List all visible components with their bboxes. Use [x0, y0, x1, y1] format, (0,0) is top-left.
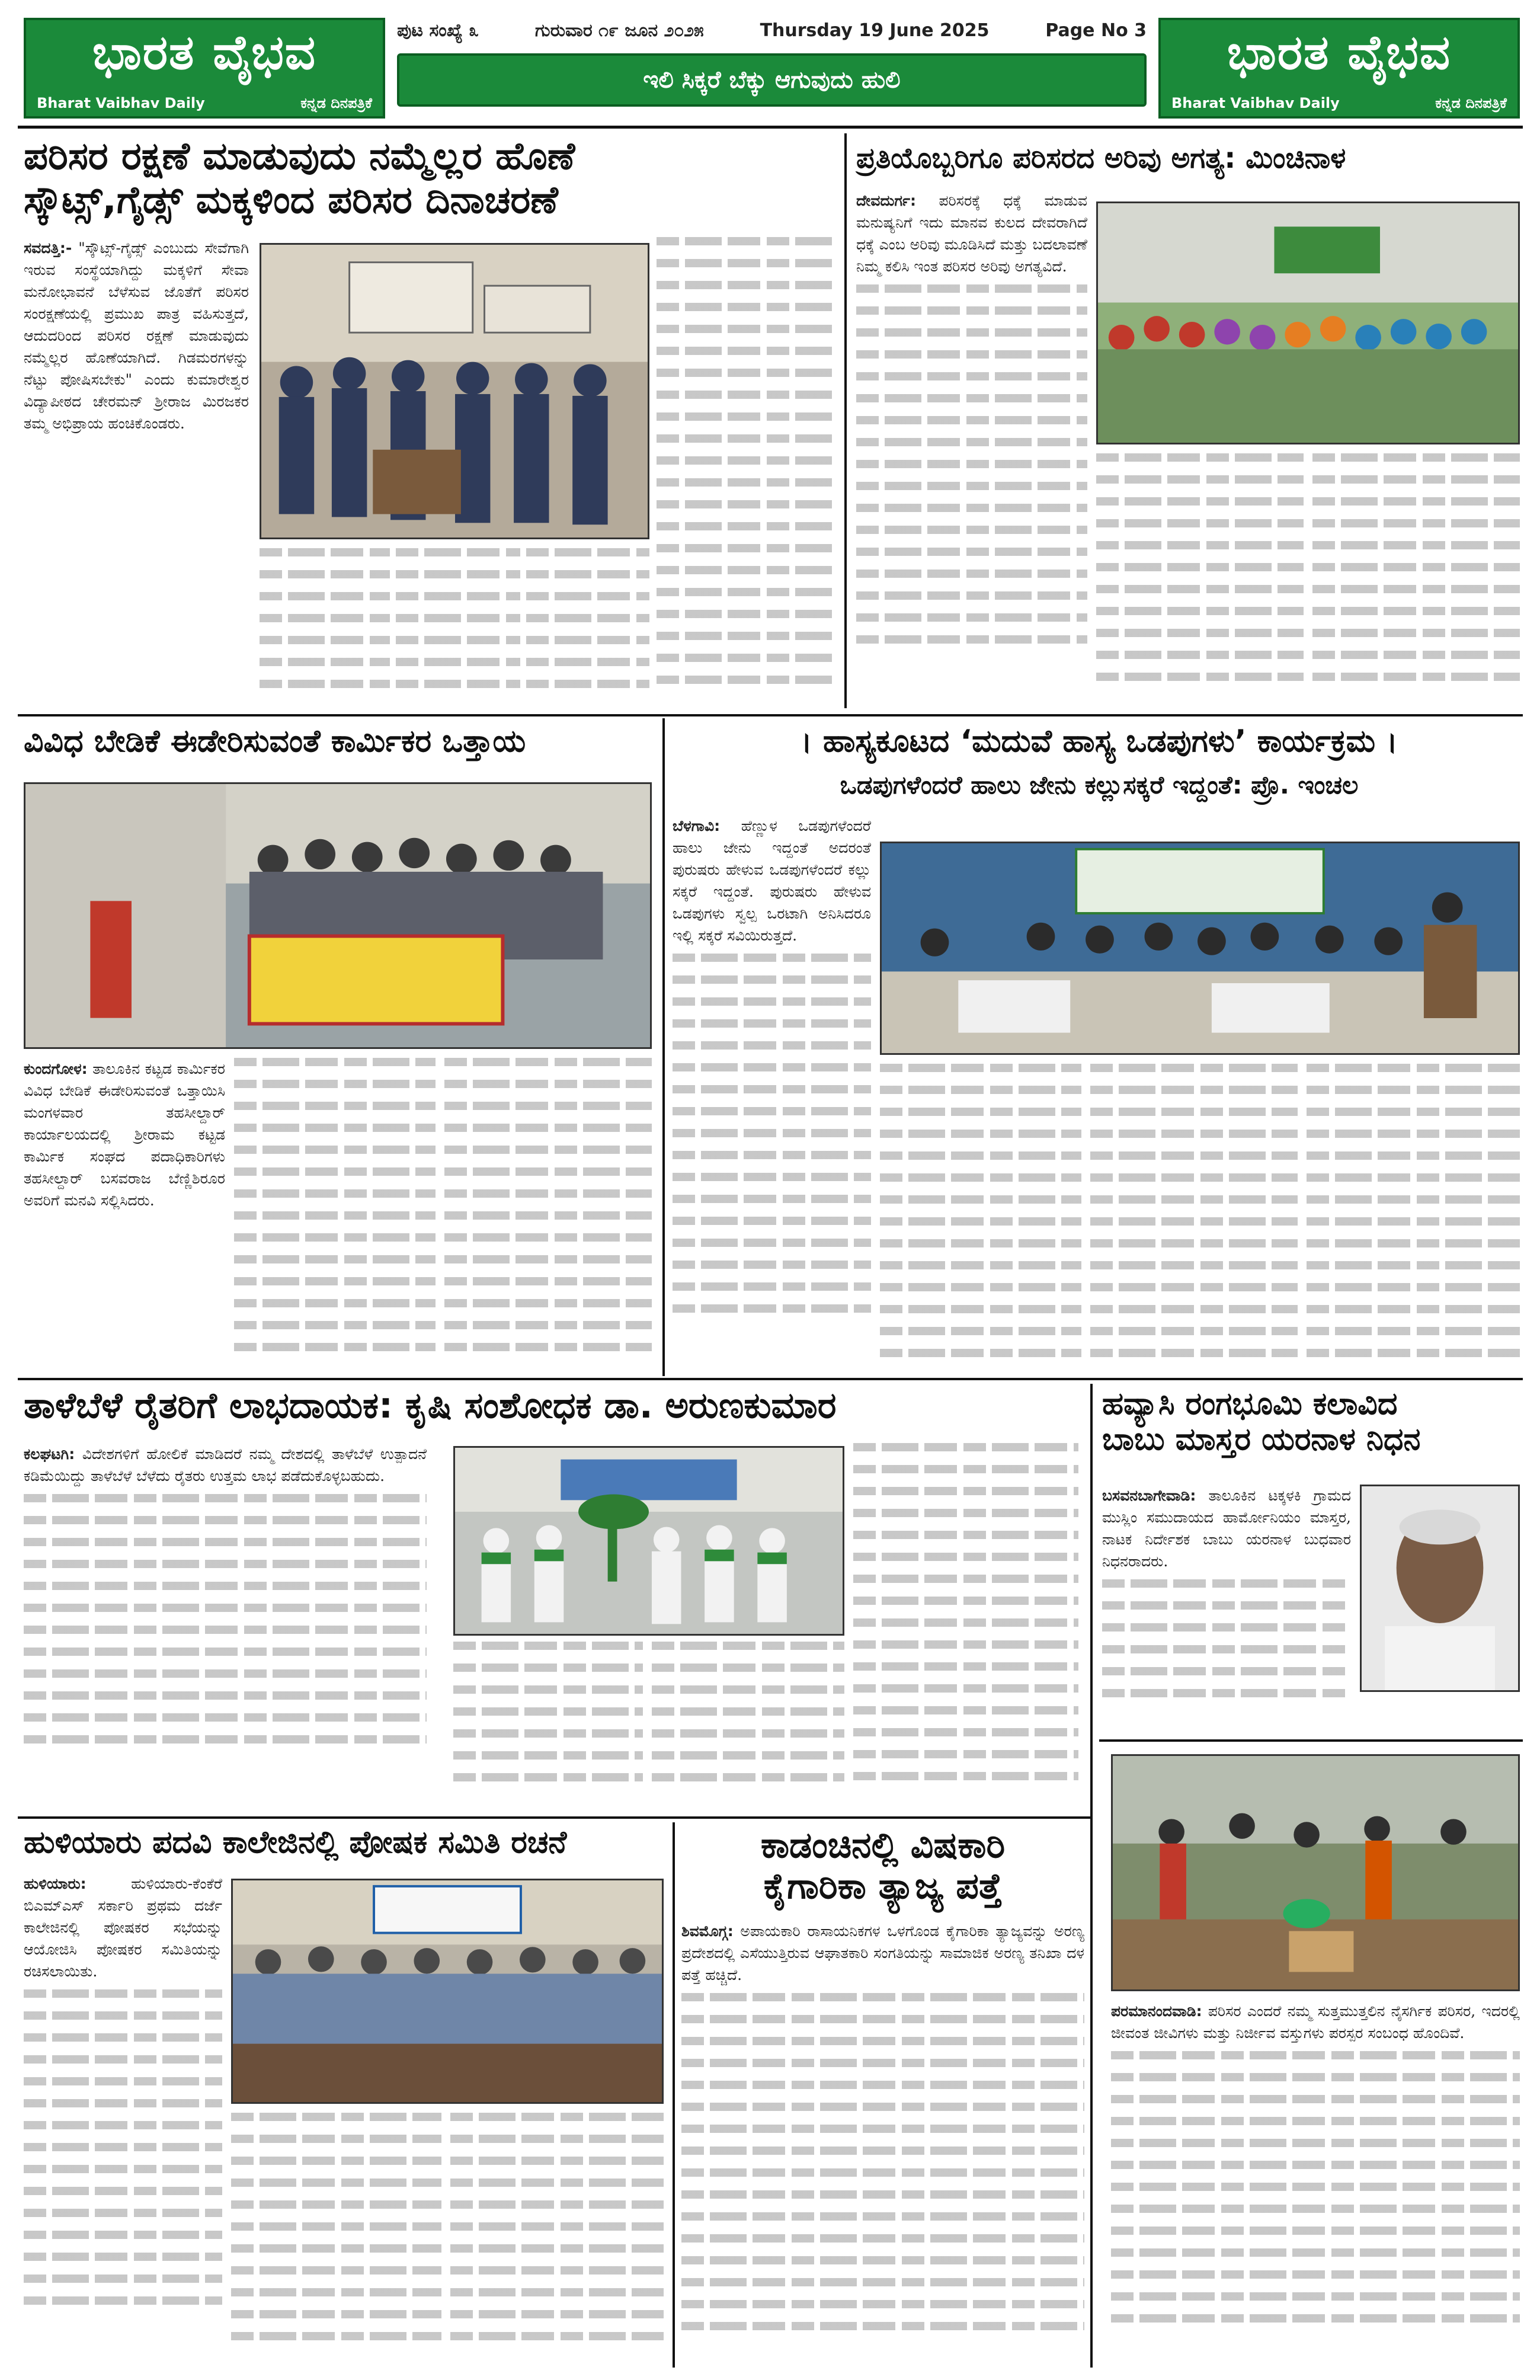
- article-3-col: [444, 1058, 652, 1372]
- article-text: ಹುಳಿಯಾರು-ಕೆಂಕೆರೆ ಬಿಎಮ್‍ಎಸ್ ಸರ್ಕಾರಿ ಪ್ರಥಮ ದರ್ಜೆ ಕಾಲೇಜಿನಲ್ಲಿ ಪೋಷಕರ ಸಭೆಯನ್ನು ಆಯೋಜಿಸಿ ಪೋಷಕರ ಸಮಿತಿಯನ್ನು ರಚಿಸಲಾಯಿತು.: [24, 1875, 222, 1980]
- article-4-subhead: ಒಡಪುಗಳೆಂದರೆ ಹಾಲು ಜೇನು ಕಲ್ಲುಸಕ್ಕರೆ ಇದ್ದಂತೆ: ಪ್ರೊ. ಇಂಚಲ: [840, 770, 1359, 799]
- article-5-col: [652, 1642, 844, 1810]
- article-text: ವಿದೇಶಗಳಿಗೆ ಹೋಲಿಕೆ ಮಾಡಿದರೆ ನಮ್ಮ ದೇಶದಲ್ಲಿ ತಾಳೆಬೆಳೆ ಉತ್ಪಾದನೆ ಕಡಿಮೆಯಿದ್ದು ತಾಳೆಬೆಳೆ ಬೆಳೆದು ರೈತರು ಉತ್ತಮ ಲಾಭ ಪಡೆದುಕೊಳ್ಳಬಹುದು.: [24, 1445, 427, 1485]
- article-9-photo: [1111, 1754, 1520, 1991]
- page-number-kn: ಪುಟ ಸಂಖ್ಯೆ ೩: [397, 20, 479, 41]
- article-8-headline: [681, 1825, 1084, 1907]
- article-1-col: [526, 548, 649, 705]
- article-4-col: [1090, 1064, 1298, 1372]
- article-text: ಹೆಣ್ಣುಳ ಒಡಪುಗಳೆಂದರೆ ಹಾಲು ಜೇನು ಇದ್ದಂತೆ ಅದರಂತೆ ಪುರುಷರು ಹೇಳುವ ಒಡಪುಗಳೆಂದರೆ ಕಲ್ಲು ಸಕ್ಕರೆ ಇದ್ದಂತೆ. ಪುರುಷರು ಹೇಳುವ ಒಡಪುಗಳು ಸ್ವಲ್ಪ ಒರಟಾಗಿ ಅನಿಸಿದರೂ ಇಲ್ಲಿ ಸಕ್ಕರೆ ಸವಿಯಿರುತ್ತದೆ.: [673, 817, 871, 944]
- article-4-col: [880, 1064, 1081, 1372]
- article-1-body: [24, 237, 249, 705]
- dateline: ಪರಮಾನಂದವಾಡಿ:: [1111, 2002, 1202, 2020]
- date-kn: ಗುರುವಾರ ೧೯ ಜೂನ ೨೦೨೫: [534, 20, 704, 41]
- article-text: ತಾಲೂಕಿನ ಕಟ್ಟಡ ಕಾರ್ಮಿಕರ ವಿವಿಧ ಬೇಡಿಕೆ ಈಡೇರಿಸುವಂತೆ ಒತ್ತಾಯಿಸಿ ಮಂಗಳವಾರ ತಹಸೀಲ್ದಾರ್ ಕಾರ್ಯಾಲಯದಲ್ಲಿ ಶ್ರೀರಾಮ ಕಟ್ಟಡ ಕಾರ್ಮಿಕ ಸಂಘದ ಪದಾಧಿಕಾರಿಗಳು ತಹಸೀಲ್ದಾರ್ ಬಸವರಾಜ ಬೆಣ್ಣಿಶಿರೂರ ಅವರಿಗೆ ಮನವಿ ಸಲ್ಲಿಸಿದರು.: [24, 1060, 225, 1209]
- masthead-tagline: ಕನ್ನಡ ದಿನಪತ್ರಿಕೆ: [300, 95, 372, 111]
- article-text: "ಸ್ಕೌಟ್ಸ್-ಗೈಡ್ಸ್ ಎಂಬುದು ಸೇವೆಗಾಗಿ ಇರುವ ಸಂಸ್ಥೆಯಾಗಿದ್ದು ಮಕ್ಕಳಿಗೆ ಸೇವಾ ಮನೋಭಾವನೆ ಬೆಳೆಸುವ ಜೊತೆಗೆ ಪರಿಸರ ಸಂರಕ್ಷಣೆಯಲ್ಲಿ ಪ್ರಮುಖ ಪಾತ್ರ ವಹಿಸುತ್ತದೆ, ಆದುದರಿಂದ ಪರಿಸರ ರಕ್ಷಣೆ ಮಾಡುವುದು ನಮ್ಮೆಲ್ಲರ ಹೊಣೆಯಾಗಿದೆ. ಗಿಡಮರಗಳನ್ನು ನೆಟ್ಟು ಪೋಷಿಸಬೇಕು" ಎಂದು ಕುಮಾರೇಶ್ವರ ವಿದ್ಯಾಪೀಠದ ಚೇರಮನ್ ಶ್ರೀರಾಜ ಮಿರಜಕರ ತಮ್ಮ ಅಭಿಪ್ರಾಯ ಹಂಚಿಕೊಂಡರು.: [24, 239, 249, 432]
- dateline: ಸವದತ್ತಿ:-: [24, 239, 72, 257]
- headline-line: ಕೈಗಾರಿಕಾ ತ್ಯಾಜ್ಯ ಪತ್ತೆ: [763, 1866, 1003, 1907]
- divider: [18, 126, 1523, 129]
- date-en: Thursday 19 June 2025: [760, 20, 990, 41]
- article-1-col: [657, 237, 834, 705]
- article-7-photo: [231, 1879, 664, 2104]
- dateline: ಬೆಳಗಾವಿ:: [673, 817, 721, 834]
- article-7-headline: ಹುಳಿಯಾರು ಪದವಿ ಕಾಲೇಜಿನಲ್ಲಿ ಪೋಷಕ ಸಮಿತಿ ರಚನೆ: [24, 1825, 567, 1860]
- article-6-body: [1102, 1485, 1351, 1733]
- article-2-col: [1312, 453, 1520, 705]
- masthead-english: Bharat Vaibhav Daily: [1171, 95, 1340, 111]
- article-5-photo: [453, 1446, 844, 1636]
- header-strip: [397, 20, 1147, 41]
- dateline: ದೇವದುರ್ಗ:: [856, 192, 916, 209]
- article-3-headline: ವಿವಿಧ ಬೇಡಿಕೆ ಈಡೇರಿಸುವಂತೆ ಕಾರ್ಮಿಕರ ಒತ್ತಾಯ: [24, 724, 526, 759]
- article-8-body: [681, 1920, 1084, 2368]
- article-7-body: [24, 1873, 222, 2368]
- article-5-headline: ತಾಳೆಬೆಳೆ ರೈತರಿಗೆ ಲಾಭದಾಯಕ: ಕೃಷಿ ಸಂಶೋಧಕ ಡಾ. ಅರುಣಕುಮಾರ: [24, 1385, 837, 1426]
- page-number-en: Page No 3: [1045, 20, 1147, 41]
- headline-line: ಪರಿಸರ ರಕ್ಷಣೆ ಮಾಡುವುದು ನಮ್ಮೆಲ್ಲರ ಹೊಣೆ: [24, 135, 575, 178]
- column-divider: [673, 1822, 675, 2368]
- article-2-headline: ಪ್ರತಿಯೊಬ್ಬರಿಗೂ ಪರಿಸರದ ಅರಿವು ಅಗತ್ಯ: ಮಿಂಚಿನಾಳ: [856, 142, 1346, 175]
- headline-line: ಸ್ಕೌಟ್ಸ್,ಗೈಡ್ಸ್ ಮಕ್ಕಳಿಂದ ಪರಿಸರ ದಿನಾಚರಣೆ: [24, 178, 558, 222]
- article-5-col: [853, 1443, 1078, 1810]
- article-4-headline: । ಹಾಸ್ಯಕೂಟದ ‘ಮದುವೆ ಹಾಸ್ಯ ಒಡಪುಗಳು’ ಕಾರ್ಯಕ್ರಮ ।: [801, 724, 1398, 759]
- divider: [1099, 1739, 1523, 1742]
- divider: [18, 1816, 1090, 1819]
- article-6-portrait: [1360, 1485, 1520, 1692]
- article-9-body: [1111, 2000, 1520, 2368]
- dateline: ಕಲಘಟಗಿ:: [24, 1445, 75, 1463]
- divider: [18, 1378, 1523, 1380]
- article-7-col: [231, 2113, 441, 2368]
- article-text: ಅಪಾಯಕಾರಿ ರಾಸಾಯನಿಕಗಳ ಒಳಗೊಂಡ ಕೈಗಾರಿಕಾ ತ್ಯಾಜ್ಯವನ್ನು ಅರಣ್ಯ ಪ್ರದೇಶದಲ್ಲಿ ಎಸೆಯುತ್ತಿರುವ ಆಘಾತಕಾರಿ ಸಂಗತಿಯನ್ನು ಸಾಮಾಜಿಕ ಅರಣ್ಯ ತನಿಖಾ ದಳ ಪತ್ತೆ ಹಚ್ಚಿದೆ.: [681, 1922, 1084, 1984]
- dateline: ಬಸವನಬಾಗೇವಾಡಿ:: [1102, 1487, 1196, 1504]
- article-text: ಪರಿಸರಕ್ಕೆ ಧಕ್ಕೆ ಮಾಡುವ ಮನುಷ್ಯನಿಗೆ ಇದು ಮಾನವ ಕುಲದ ದೇವರಾಗಿದೆ ಧಕ್ಕೆ ಎಂಬ ಅರಿವು ಮೂಡಿಸಿದೆ ಮತ್ತು ಬದಲಾವಣೆ ನಿಮ್ಮ ಕಲಿಸಿ ಇಂತ ಪರಿಸರ ಅರಿವು ಅಗತ್ಯವಿದೆ.: [856, 192, 1087, 275]
- masthead-english: Bharat Vaibhav Daily: [37, 95, 205, 111]
- article-7-col: [450, 2113, 664, 2368]
- dateline: ಕುಂದಗೋಳ:: [24, 1060, 88, 1077]
- article-4-col: [1307, 1064, 1520, 1372]
- article-6-headline: [1102, 1387, 1523, 1458]
- headline-line: ಕಾಡಂಚಿನಲ್ಲಿ ವಿಷಕಾರಿ: [760, 1825, 1006, 1866]
- article-1-col: [396, 548, 520, 705]
- column-divider: [844, 133, 847, 708]
- article-2-photo: [1096, 201, 1520, 444]
- masthead-title: ಭಾರತ ವೈಭವ: [92, 25, 317, 80]
- article-1-photo: [260, 243, 649, 539]
- headline-line: ಹವ್ಯಾಸಿ ರಂಗಭೂಮಿ ಕಲಾವಿದ: [1102, 1386, 1398, 1422]
- divider: [18, 714, 1523, 716]
- article-3-col: [234, 1058, 436, 1372]
- headline-line: ಬಾಬು ಮಾಸ್ತರ ಯರನಾಳ ನಿಧನ: [1102, 1421, 1421, 1457]
- article-3-photo: [24, 782, 652, 1049]
- article-2-col: [1096, 453, 1304, 705]
- article-4-body: [673, 815, 871, 1372]
- slogan-banner: ಇಲಿ ಸಿಕ್ಕರೆ ಬೆಕ್ಕು ಆಗುವುದು ಹುಲಿ: [397, 53, 1147, 107]
- masthead-title: ಭಾರತ ವೈಭವ: [1227, 25, 1452, 80]
- article-text: ತಾಲೂಕಿನ ಟಕ್ಕಳಕಿ ಗ್ರಾಮದ ಮುಸ್ಲಿಂ ಸಮುದಾಯದ ಹಾರ್ಮೋನಿಯಂ ಮಾಸ್ತರ, ನಾಟಕ ನಿರ್ದೇಶಕ ಬಾಬು ಯರನಾಳ ಬುಧವಾರ ನಿಧನರಾದರು.: [1102, 1487, 1351, 1570]
- dateline: ಹುಳಿಯಾರು:: [24, 1875, 87, 1892]
- masthead-tagline: ಕನ್ನಡ ದಿನಪತ್ರಿಕೆ: [1435, 95, 1507, 111]
- article-1-col: [260, 548, 390, 705]
- column-divider: [662, 718, 665, 1376]
- article-4-photo: [880, 842, 1520, 1055]
- dateline: ಶಿವಮೊಗ್ಗ:: [681, 1922, 734, 1940]
- article-5-body: [24, 1443, 427, 1810]
- article-5-col: [453, 1642, 643, 1810]
- article-text: ಪರಿಸರ ಎಂದರೆ ನಮ್ಮ ಸುತ್ತಮುತ್ತಲಿನ ನೈಸರ್ಗಿಕ ಪರಿಸರ, ಇದರಲ್ಲಿ ಜೀವಂತ ಜೀವಿಗಳು ಮತ್ತು ನಿರ್ಜೀವ ವಸ್ತುಗಳು ಪರಸ್ಪರ ಸಂಬಂಧ ಹೊಂದಿವೆ.: [1111, 2002, 1520, 2042]
- article-3-body: [24, 1058, 225, 1372]
- article-1-headline: [24, 135, 835, 222]
- article-2-body: [856, 190, 1087, 705]
- column-divider: [1090, 1384, 1093, 2368]
- masthead-left: [24, 18, 385, 119]
- masthead-right: [1158, 18, 1520, 119]
